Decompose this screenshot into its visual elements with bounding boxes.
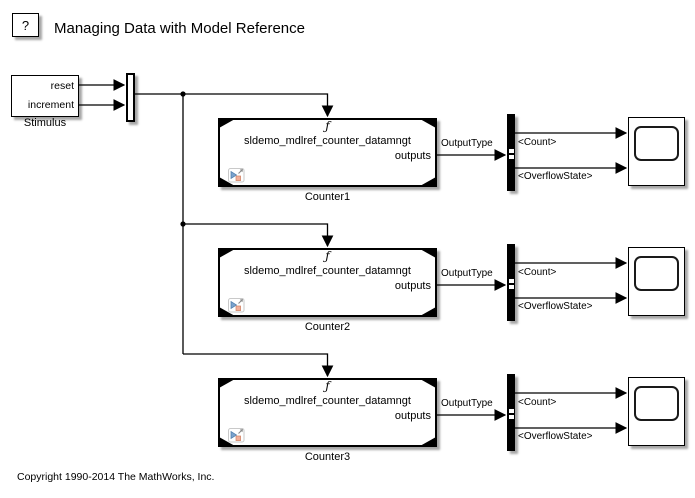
bus-port-marker [509, 155, 514, 159]
bus-port-marker [509, 279, 514, 283]
overflowstate-signal-label: <OverflowState> [518, 431, 593, 442]
outputs-port-label: outputs [394, 280, 431, 292]
bus-port-marker [509, 285, 514, 289]
overflowstate-signal-label: <OverflowState> [518, 171, 593, 182]
bus-selector-counter1[interactable] [507, 114, 515, 191]
model-reference-badge-icon [228, 428, 247, 443]
model-reference-badge-icon [228, 168, 247, 183]
stimulus-block[interactable] [11, 75, 79, 117]
stimulus-port-label-reset: reset [50, 80, 74, 92]
stimulus-block-name: Stimulus [23, 117, 67, 129]
count-signal-label: <Count> [518, 137, 557, 148]
copyright-annotation: Copyright 1990-2014 The MathWorks, Inc. [17, 471, 215, 483]
outputtype-signal-label: OutputType [441, 398, 493, 409]
scope-screen-icon [634, 386, 679, 421]
corner-notch [420, 119, 436, 128]
model-name-label: sldemo_mdlref_counter_datamngt [244, 265, 411, 277]
function-call-trigger-icon: ƒ [325, 119, 330, 133]
scope-block-counter3[interactable] [628, 377, 685, 446]
overflowstate-signal-label: <OverflowState> [518, 301, 593, 312]
corner-notch [420, 307, 436, 316]
wire-mux-to-counter1[interactable] [135, 94, 328, 116]
count-signal-label: <Count> [518, 267, 557, 278]
function-call-trigger-icon: ƒ [325, 249, 330, 263]
bus-selector-counter2[interactable] [507, 244, 515, 321]
model-reference-badge-icon [228, 298, 247, 313]
corner-notch [219, 249, 235, 258]
corner-notch [219, 379, 235, 388]
outputtype-signal-label: OutputType [441, 268, 493, 279]
model-block-counter1[interactable] [218, 118, 437, 187]
corner-notch [219, 119, 235, 128]
counter3-block-name: Counter3 [304, 451, 351, 463]
model-block-counter2[interactable] [218, 248, 437, 317]
bus-creator-block[interactable] [126, 73, 135, 122]
help-button[interactable] [12, 13, 39, 37]
scope-screen-icon [634, 126, 679, 161]
bus-port-marker [509, 409, 514, 413]
count-signal-label: <Count> [518, 397, 557, 408]
model-name-label: sldemo_mdlref_counter_datamngt [244, 395, 411, 407]
scope-screen-icon [634, 256, 679, 291]
bus-selector-counter3[interactable] [507, 374, 515, 451]
outputs-port-label: outputs [394, 150, 431, 162]
outputs-port-label: outputs [394, 410, 431, 422]
model-block-counter3[interactable] [218, 378, 437, 447]
outputtype-signal-label: OutputType [441, 138, 493, 149]
corner-notch [420, 249, 436, 258]
wire-branch-to-counter3[interactable] [183, 354, 328, 376]
question-mark-icon: ? [21, 17, 30, 33]
corner-notch [420, 379, 436, 388]
scope-block-counter2[interactable] [628, 247, 685, 316]
bus-port-marker [509, 415, 514, 419]
counter2-block-name: Counter2 [304, 321, 351, 333]
stimulus-port-label-increment: increment [27, 98, 74, 111]
function-call-trigger-icon: ƒ [325, 379, 330, 393]
bus-port-marker [509, 149, 514, 153]
counter1-block-name: Counter1 [304, 191, 351, 203]
corner-notch [420, 177, 436, 186]
page-title: Managing Data with Model Reference [54, 20, 305, 37]
model-name-label: sldemo_mdlref_counter_datamngt [244, 135, 411, 147]
wire-branch-to-counter2[interactable] [183, 224, 328, 246]
corner-notch [420, 437, 436, 446]
scope-block-counter1[interactable] [628, 117, 685, 186]
